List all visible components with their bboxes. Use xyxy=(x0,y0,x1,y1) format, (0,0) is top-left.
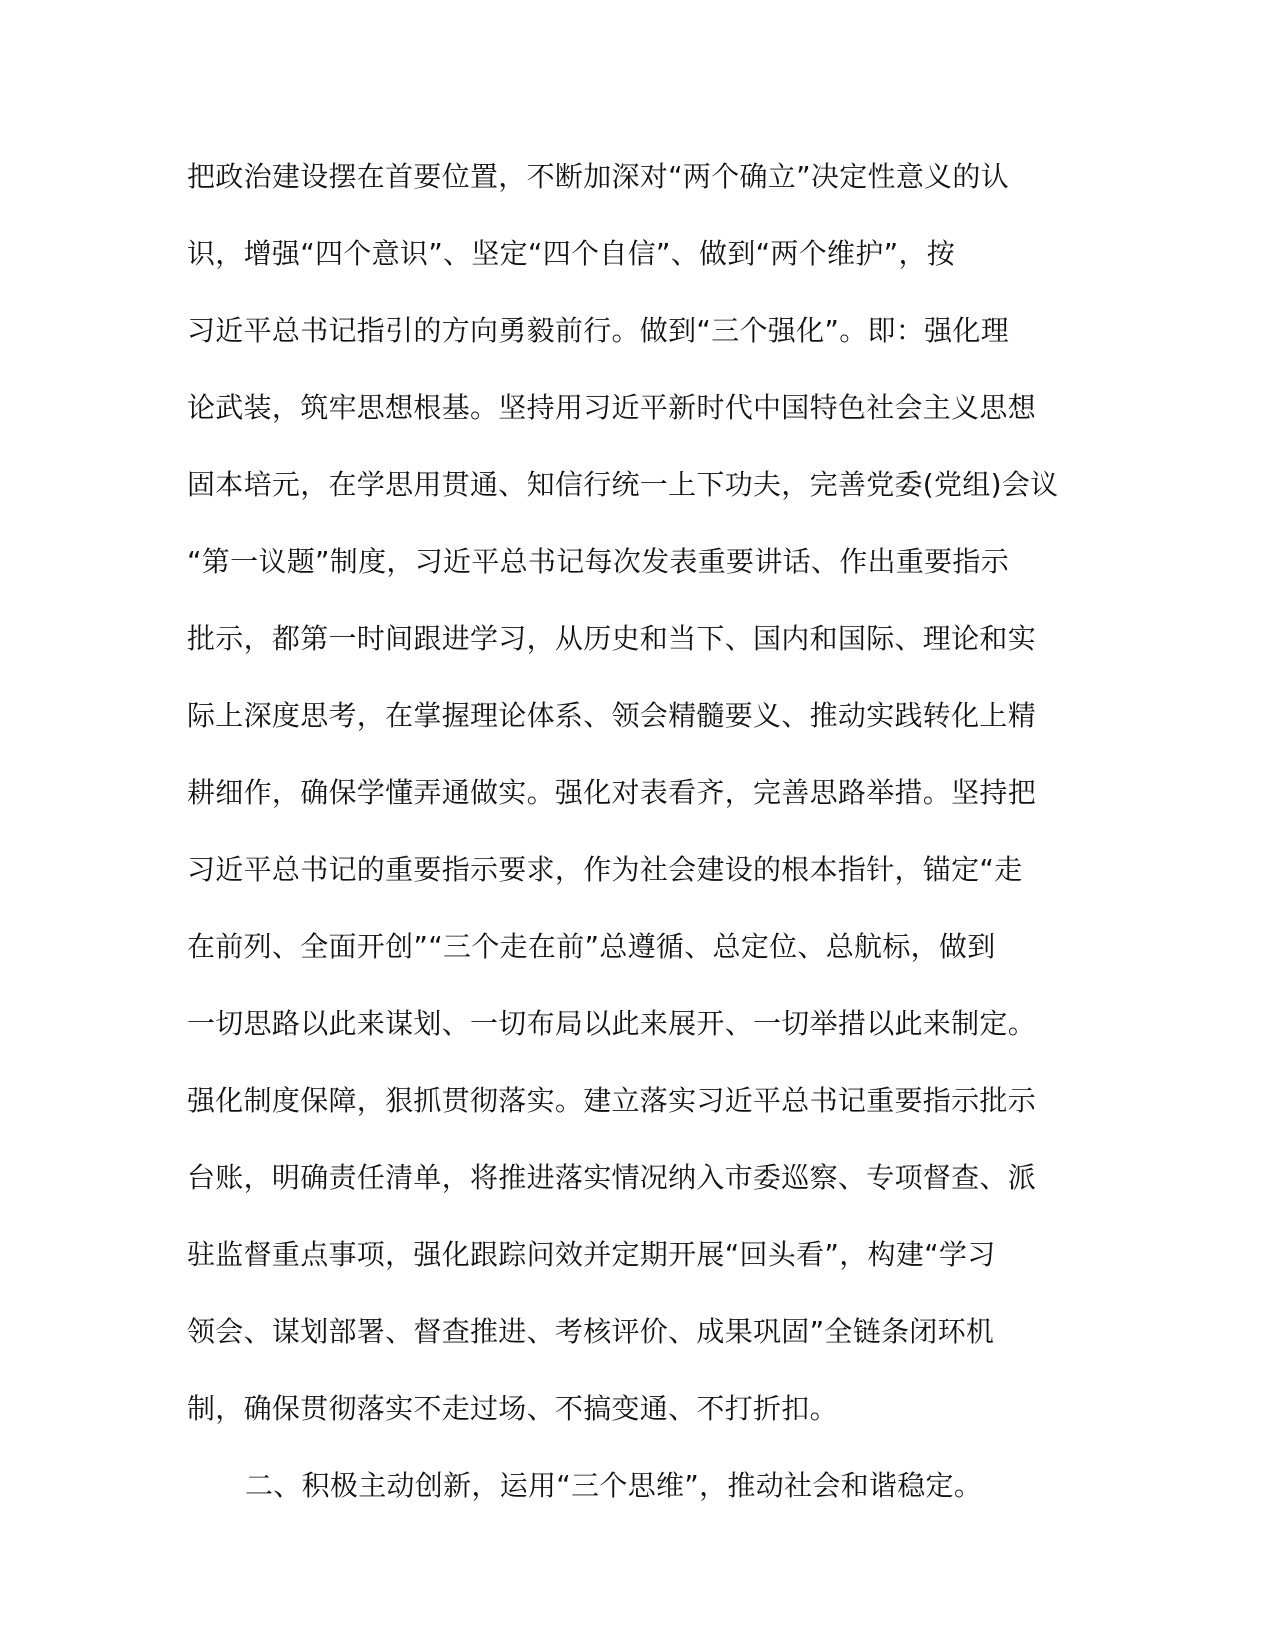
text-line: 台账，明确责任清单，将推进落实情况纳入市委巡察、专项督查、派 xyxy=(187,1161,1037,1194)
text-line: 在前列、全面开创”“三个走在前”总遵循、总定位、总航标，做到 xyxy=(187,930,996,963)
text-line: 际上深度思考，在掌握理论体系、领会精髓要义、推动实践转化上精 xyxy=(187,699,1037,732)
text-line: 强化制度保障，狠抓贯彻落实。建立落实习近平总书记重要指示批示 xyxy=(187,1084,1037,1117)
section-heading: 二、积极主动创新，运用“三个思维”，推动社会和谐稳定。 xyxy=(245,1469,983,1502)
text-line: 批示，都第一时间跟进学习，从历史和当下、国内和国际、理论和实 xyxy=(187,622,1037,655)
text-line: 领会、谋划部署、督查推进、考核评价、成果巩固”全链条闭环机 xyxy=(187,1315,995,1348)
text-line: “第一议题”制度，习近平总书记每次发表重要讲话、作出重要指示 xyxy=(187,545,1010,578)
text-line: 驻监督重点事项，强化跟踪问效并定期开展“回头看”，构建“学习 xyxy=(187,1238,996,1271)
text-line: 论武装，筑牢思想根基。坚持用习近平新时代中国特色社会主义思想 xyxy=(187,391,1037,424)
text-line: 固本培元，在学思用贯通、知信行统一上下功夫，完善党委(党组)会议 xyxy=(187,468,1059,501)
text-line: 制，确保贯彻落实不走过场、不搞变通、不打折扣。 xyxy=(187,1392,838,1425)
body-text xyxy=(187,138,1087,1524)
text-line: 识，增强“四个意识”、坚定“四个自信”、做到“两个维护”，按 xyxy=(187,237,956,270)
text-line: 耕细作，确保学懂弄通做实。强化对表看齐，完善思路举措。坚持把 xyxy=(187,776,1037,809)
text-line: 习近平总书记指引的方向勇毅前行。做到“三个强化”。即：强化理 xyxy=(187,314,1010,347)
text-line: 一切思路以此来谋划、一切布局以此来展开、一切举措以此来制定。 xyxy=(187,1007,1037,1040)
text-line: 把政治建设摆在首要位置，不断加深对“两个确立”决定性意义的认 xyxy=(187,160,1010,193)
text-line: 习近平总书记的重要指示要求，作为社会建设的根本指针，锚定“走 xyxy=(187,853,1023,886)
